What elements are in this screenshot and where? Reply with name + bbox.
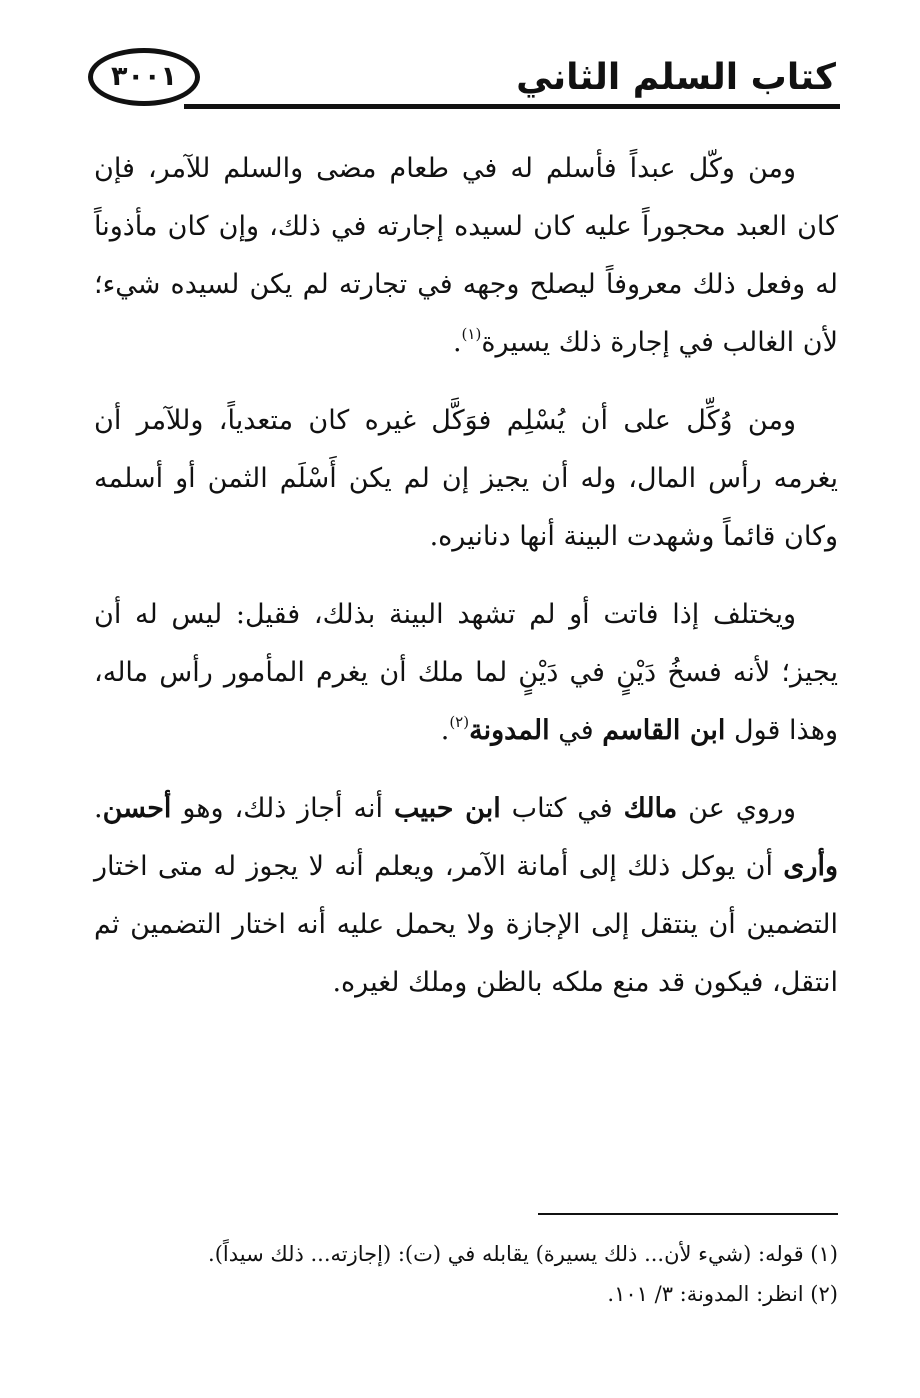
paragraph-1-end: . — [452, 327, 462, 358]
paragraph-3 — [94, 586, 838, 760]
author-name-malik: مالك — [623, 793, 678, 824]
footnote-1: (١) قوله: (شيء لأن... ذلك يسيرة) يقابله في (ت): (إجازته... ذلك سيداً). — [208, 1242, 838, 1266]
page-number-oval — [88, 48, 200, 106]
paragraph-4-rest: أن يوكل ذلك إلى أمانة الآمر، ويعلم أنه لا يجوز له متى اختار التضمين أن ينتقل إلى الإجازة ولا يحمل عليه أنه اختار التضمين ثم انتقل، فيكون قد منع ملكه بالظن وملك لغيره. — [94, 851, 838, 998]
paragraph-3-end: . — [440, 715, 450, 746]
paragraph-4-mid1: في كتاب — [500, 793, 624, 824]
footnote-ref-1: (١) — [461, 325, 482, 343]
footnote-2: (٢) انظر: المدونة: ٣/ ١٠١. — [607, 1282, 838, 1306]
page-header — [88, 44, 840, 116]
paragraph-4-mid3: . — [94, 793, 103, 824]
author-name-ibn-alqasim: ابن القاسم — [602, 715, 726, 746]
header-rule — [184, 104, 840, 109]
paragraph-3-middle: في — [549, 715, 603, 746]
footnote-ref-2: (٢) — [449, 713, 470, 731]
paragraph-4-mid2: أنه أجاز ذلك، وهو — [171, 793, 394, 824]
paragraph-4 — [94, 780, 838, 1012]
opinion-ahsan: أحسن — [102, 793, 172, 824]
paragraph-3-text: ويختلف إذا فاتت أو لم تشهد البينة بذلك، فقيل: ليس له أن يجيز؛ لأنه فسخُ دَيْنٍ في دَيْنٍ لما ملك أن يغرم المأمور رأس ماله، وهذا قول — [94, 599, 838, 746]
opinion-ara: وأرى — [783, 851, 838, 882]
main-text — [94, 140, 838, 1032]
paragraph-2 — [94, 392, 838, 566]
author-name-ibn-habib: ابن حبيب — [393, 793, 501, 824]
paragraph-4-prefix: وروي عن — [677, 793, 797, 824]
paragraph-1 — [94, 140, 838, 372]
paragraph-1-text: ومن وكّل عبداً فأسلم له في طعام مضى والسلم للآمر، فإن كان العبد محجوراً عليه كان لسيده إجارته في ذلك، وإن كان مأذوناً له وفعل ذلك معروفاً ليصلح وجهه في تجارته لم يكن لسيده شيء؛ لأن الغالب في إجارة ذلك يسيرة — [94, 153, 838, 358]
page-number: ٣٠٠١ — [111, 61, 177, 92]
footnotes — [98, 1234, 838, 1314]
running-title: كتاب السلم الثاني — [516, 57, 836, 98]
source-name-mudawwana: المدونة — [469, 715, 550, 746]
footnote-separator — [538, 1213, 838, 1215]
paragraph-2-text: ومن وُكِّل على أن يُسْلِم فوَكَّل غيره كان متعدياً، وللآمر أن يغرمه رأس المال، وله أن يجيز إن لم يكن أَسْلَم الثمن أو أسلمه وكان قائماً وشهدت البينة أنها دنانيره. — [94, 405, 838, 552]
